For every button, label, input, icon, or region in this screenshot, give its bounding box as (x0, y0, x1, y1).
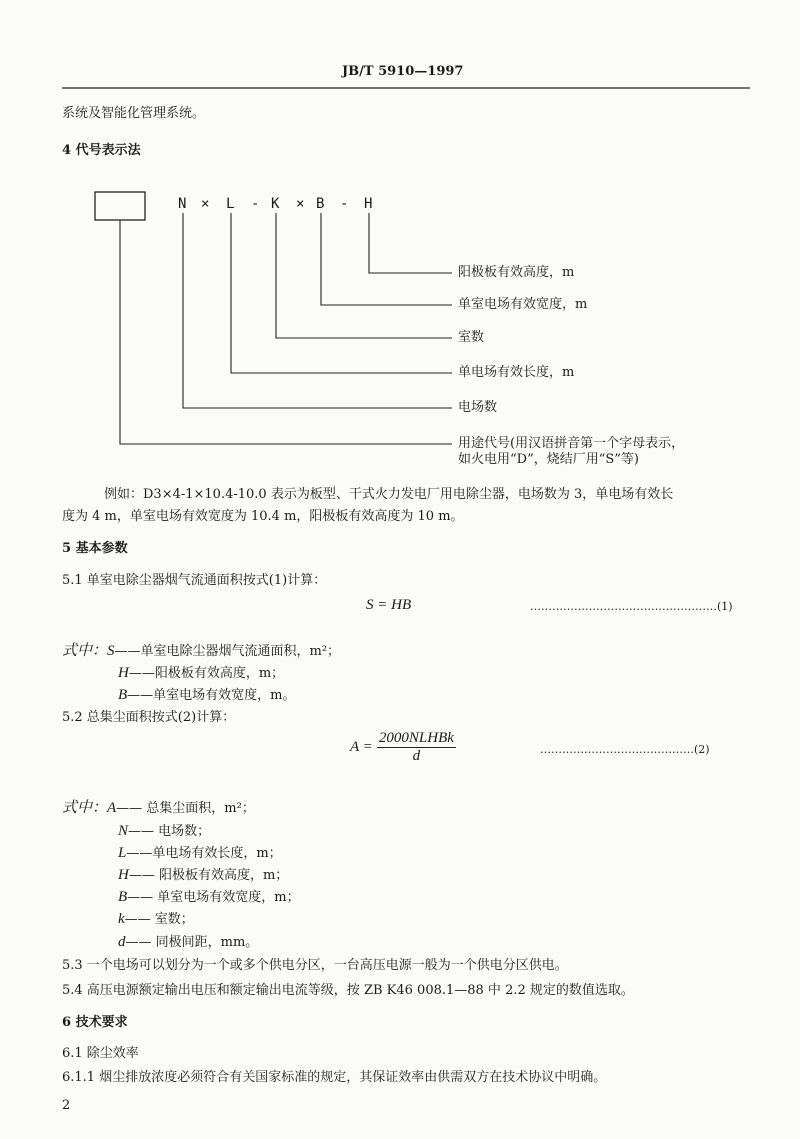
where-1-2: B——单室电场有效宽度，m。 (118, 687, 296, 703)
code-H: H (364, 196, 373, 212)
usage-code-box (95, 192, 145, 220)
code-dash-2: - (340, 196, 349, 212)
section-6-1: 6.1 除尘效率 (62, 1046, 139, 1061)
label-usage-code-2: 如火电用“D”，烧结厂用“S”等) (458, 452, 639, 467)
formula-2-number: ……………………………………(2) (540, 743, 710, 756)
code-diagram (0, 0, 800, 500)
label-field-count: 电场数 (458, 400, 498, 415)
example-line-1: 例如：D3×4-1×10.4-10.0 表示为板型、干式火力发电厂用电除尘器，电场数为 3，单电场有效长 (104, 487, 674, 502)
label-field-length: 单电场有效长度，m (458, 365, 575, 380)
where-1-1: H——阳极板有效高度，m； (118, 665, 285, 681)
where-2-2: L——单电场有效长度，m； (118, 845, 282, 861)
where-2-3: H—— 阳极板有效高度，m； (118, 867, 289, 883)
code-L: L (226, 196, 235, 212)
section-5-title: 5 基本参数 (62, 541, 128, 556)
code-B: B (316, 196, 325, 212)
code-K: K (271, 196, 280, 212)
label-usage-code: 用途代号(用汉语拼音第一个字母表示， (458, 436, 685, 451)
where-2-0: 式中：A—— 总集尘面积，m²； (62, 800, 255, 816)
page-number: 2 (62, 1098, 71, 1113)
section-5-3: 5.3 一个电场可以划分为一个或多个供电分区，一台高压电源一般为一个供电分区供电。 (62, 958, 568, 973)
label-chamber-count: 室数 (458, 330, 485, 345)
standard-header: JB/T 5910—1997 (342, 64, 464, 79)
section-5-4: 5.4 高压电源额定输出电压和额定输出电流等级，按 ZB K46 008.1—88 中 2.2 规定的数值选取。 (62, 983, 634, 998)
section-6-1-1: 6.1.1 烟尘排放浓度必须符合有关国家标准的规定，其保证效率由供需双方在技术协议中明确。 (62, 1070, 607, 1085)
code-N: N (178, 196, 187, 212)
label-anode-height: 阳极板有效高度，m (458, 265, 575, 280)
formula-1: S = HB (366, 597, 412, 613)
formula-2: A = $\frac{\text{2000NLHBk}}{d}$ (350, 730, 454, 764)
formula-1-number: ……………………………………………(1) (530, 600, 733, 613)
section-5-1: 5.1 单室电除尘器烟气流通面积按式(1)计算： (62, 573, 327, 588)
example-line-2: 度为 4 m，单室电场有效宽度为 10.4 m，阳极板有效高度为 10 m。 (62, 509, 464, 524)
where-2-4: B—— 单室电场有效宽度，m； (118, 889, 300, 905)
code-times-2: × (296, 196, 305, 212)
where-1-0: 式中：S——单室电除尘器烟气流通面积，m²； (62, 643, 341, 659)
code-times-1: × (201, 196, 210, 212)
section-4-title: 4 代号表示法 (62, 143, 141, 158)
code-dash-1: - (251, 196, 260, 212)
section-5-2: 5.2 总集尘面积按式(2)计算： (62, 710, 236, 725)
section-6-title: 6 技术要求 (62, 1015, 128, 1030)
where-2-1: N—— 电场数； (118, 823, 211, 839)
label-chamber-width: 单室电场有效宽度，m (458, 297, 588, 312)
where-2-6: d—— 同极间距，mm。 (118, 934, 259, 950)
intro-line: 系统及智能化管理系统。 (62, 106, 206, 121)
where-2-5: k—— 室数； (118, 911, 194, 927)
